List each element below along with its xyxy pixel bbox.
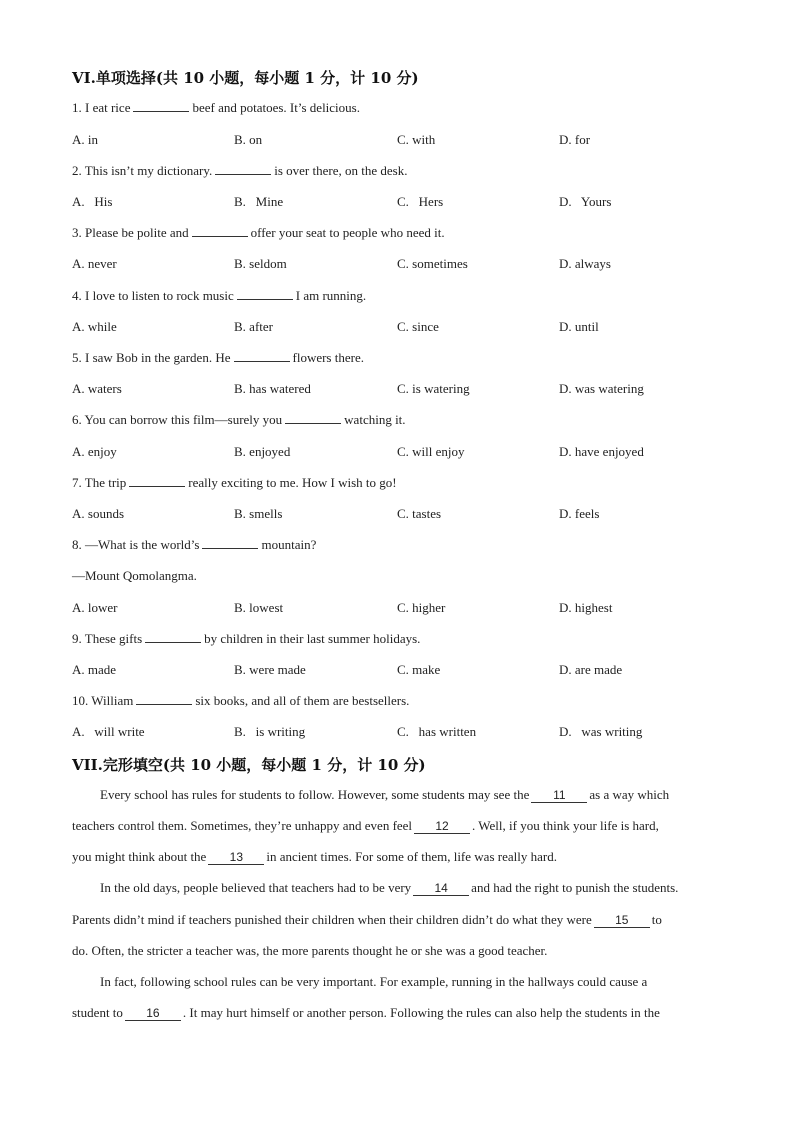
option-d: D. highest bbox=[559, 600, 613, 615]
passage-text: Parents didn’t mind if teachers punished their children when their children didn’t do what they were bbox=[72, 912, 592, 927]
question-text: by children in their last summer holidays. bbox=[204, 631, 421, 646]
answer-blank bbox=[234, 350, 290, 362]
option-d: D. was writing bbox=[559, 724, 643, 739]
passage-text: In fact, following school rules can be very important. For example, running in the hallways could cause a bbox=[100, 974, 648, 989]
option-b: B. seldom bbox=[234, 256, 287, 271]
passage-text: as a way which bbox=[589, 787, 670, 802]
option-a: A. sounds bbox=[72, 506, 125, 521]
option-c: C. tastes bbox=[397, 506, 442, 521]
option-d: D. Yours bbox=[559, 194, 612, 209]
answer-blank bbox=[133, 100, 189, 112]
option-d: D. was watering bbox=[559, 381, 644, 396]
question-10 bbox=[72, 693, 409, 709]
option-a: A. never bbox=[72, 256, 117, 271]
passage-text: do. Often, the stricter a teacher was, the more parents thought he or she was a good teacher. bbox=[72, 943, 548, 958]
option-d: D. have enjoyed bbox=[559, 444, 644, 459]
question-text: 10. William bbox=[72, 693, 134, 708]
option-c: C. sometimes bbox=[397, 256, 468, 271]
option-a: A. enjoy bbox=[72, 444, 117, 459]
question-text: beef and potatoes. It’s delicious. bbox=[192, 100, 360, 115]
option-b: B. has watered bbox=[234, 381, 311, 396]
option-d: D. feels bbox=[559, 506, 600, 521]
answer-blank bbox=[285, 412, 341, 424]
passage-line bbox=[72, 818, 722, 834]
option-c: C. will enjoy bbox=[397, 444, 465, 459]
option-c: C. is watering bbox=[397, 381, 470, 396]
passage-text: student to bbox=[72, 1005, 123, 1020]
question-text: 9. These gifts bbox=[72, 631, 143, 646]
gap-14: 14 bbox=[413, 882, 469, 896]
option-a: A. while bbox=[72, 319, 117, 334]
question-text: 8. —What is the world’s bbox=[72, 537, 200, 552]
gap-13: 13 bbox=[208, 851, 264, 865]
question-text: mountain? bbox=[261, 537, 317, 552]
option-a: A. waters bbox=[72, 381, 122, 396]
passage-line bbox=[72, 880, 750, 896]
question-6 bbox=[72, 412, 406, 428]
option-c: C. has written bbox=[397, 724, 477, 739]
question-text: offer your seat to people who need it. bbox=[250, 225, 445, 240]
question-9 bbox=[72, 631, 420, 647]
answer-blank bbox=[136, 693, 192, 705]
question-7 bbox=[72, 475, 397, 491]
answer-blank bbox=[145, 631, 201, 643]
question-5 bbox=[72, 350, 364, 366]
question-text: I am running. bbox=[295, 288, 367, 303]
option-d: D. always bbox=[559, 256, 611, 271]
gap-11: 11 bbox=[531, 789, 587, 803]
option-c: C. higher bbox=[397, 600, 446, 615]
option-b: B. on bbox=[234, 132, 263, 147]
option-c: C. with bbox=[397, 132, 436, 147]
option-d: D. are made bbox=[559, 662, 623, 677]
passage-line bbox=[72, 1005, 722, 1021]
passage-line bbox=[72, 912, 722, 928]
question-4 bbox=[72, 288, 366, 304]
passage-text: and had the right to punish the students. bbox=[471, 880, 679, 895]
question-8 bbox=[72, 537, 316, 553]
question-text: 7. The trip bbox=[72, 475, 127, 490]
option-b: B. lowest bbox=[234, 600, 284, 615]
option-b: B. is writing bbox=[234, 724, 306, 739]
gap-12: 12 bbox=[414, 820, 470, 834]
question-text: flowers there. bbox=[292, 350, 364, 365]
passage-text: In the old days, people believed that teachers had to be very bbox=[100, 880, 412, 895]
question-2 bbox=[72, 163, 407, 179]
option-a: A. will write bbox=[72, 724, 145, 739]
question-text: really exciting to me. How I wish to go! bbox=[188, 475, 397, 490]
question-text: six books, and all of them are bestsellers. bbox=[195, 693, 410, 708]
question-text: watching it. bbox=[344, 412, 406, 427]
passage-text: you might think about the bbox=[72, 849, 207, 864]
option-a: A. in bbox=[72, 132, 98, 147]
question-text: 1. I eat rice bbox=[72, 100, 131, 115]
question-text: 2. This isn’t my dictionary. bbox=[72, 163, 213, 178]
option-d: D. until bbox=[559, 319, 599, 334]
passage-line bbox=[72, 787, 750, 803]
option-a: A. made bbox=[72, 662, 117, 677]
option-b: B. smells bbox=[234, 506, 283, 521]
option-c: C. since bbox=[397, 319, 439, 334]
passage-text: Every school has rules for students to follow. However, some students may see the bbox=[100, 787, 530, 802]
question-text: is over there, on the desk. bbox=[274, 163, 408, 178]
option-b: B. Mine bbox=[234, 194, 284, 209]
answer-blank bbox=[215, 163, 271, 175]
gap-16: 16 bbox=[125, 1007, 181, 1021]
passage-text: teachers control them. Sometimes, they’re unhappy and even feel bbox=[72, 818, 413, 833]
question-3 bbox=[72, 225, 445, 241]
answer-blank bbox=[129, 475, 185, 487]
passage-line bbox=[72, 943, 722, 959]
answer-blank bbox=[202, 537, 258, 549]
question-text: 5. I saw Bob in the garden. He bbox=[72, 350, 231, 365]
question-text: 3. Please be polite and bbox=[72, 225, 189, 240]
passage-text: to bbox=[651, 912, 662, 927]
passage-text: in ancient times. For some of them, life was really hard. bbox=[266, 849, 557, 864]
passage-line bbox=[72, 849, 722, 865]
passage-line bbox=[72, 974, 750, 990]
option-b: B. were made bbox=[234, 662, 306, 677]
option-a: A. lower bbox=[72, 600, 118, 615]
option-c: C. Hers bbox=[397, 194, 444, 209]
question-8-response: —Mount Qomolangma. bbox=[72, 568, 197, 583]
question-text: 4. I love to listen to rock music bbox=[72, 288, 234, 303]
option-d: D. for bbox=[559, 132, 591, 147]
section-6-title: VI.单项选择(共 10 小题，每小题 1 分，计 10 分) bbox=[72, 69, 419, 87]
option-b: B. after bbox=[234, 319, 273, 334]
option-a: A. His bbox=[72, 194, 113, 209]
question-text: 6. You can borrow this film—surely you bbox=[72, 412, 283, 427]
passage-text: . It may hurt himself or another person. Following the rules can also help the students in the bbox=[182, 1005, 660, 1020]
section-7-title: VII.完形填空(共 10 小题，每小题 1 分，计 10 分) bbox=[72, 756, 426, 774]
option-c: C. make bbox=[397, 662, 441, 677]
answer-blank bbox=[237, 288, 293, 300]
option-b: B. enjoyed bbox=[234, 444, 291, 459]
answer-blank bbox=[192, 225, 248, 237]
gap-15: 15 bbox=[594, 914, 650, 928]
passage-text: . Well, if you think your life is hard, bbox=[472, 818, 659, 833]
question-1 bbox=[72, 100, 360, 116]
